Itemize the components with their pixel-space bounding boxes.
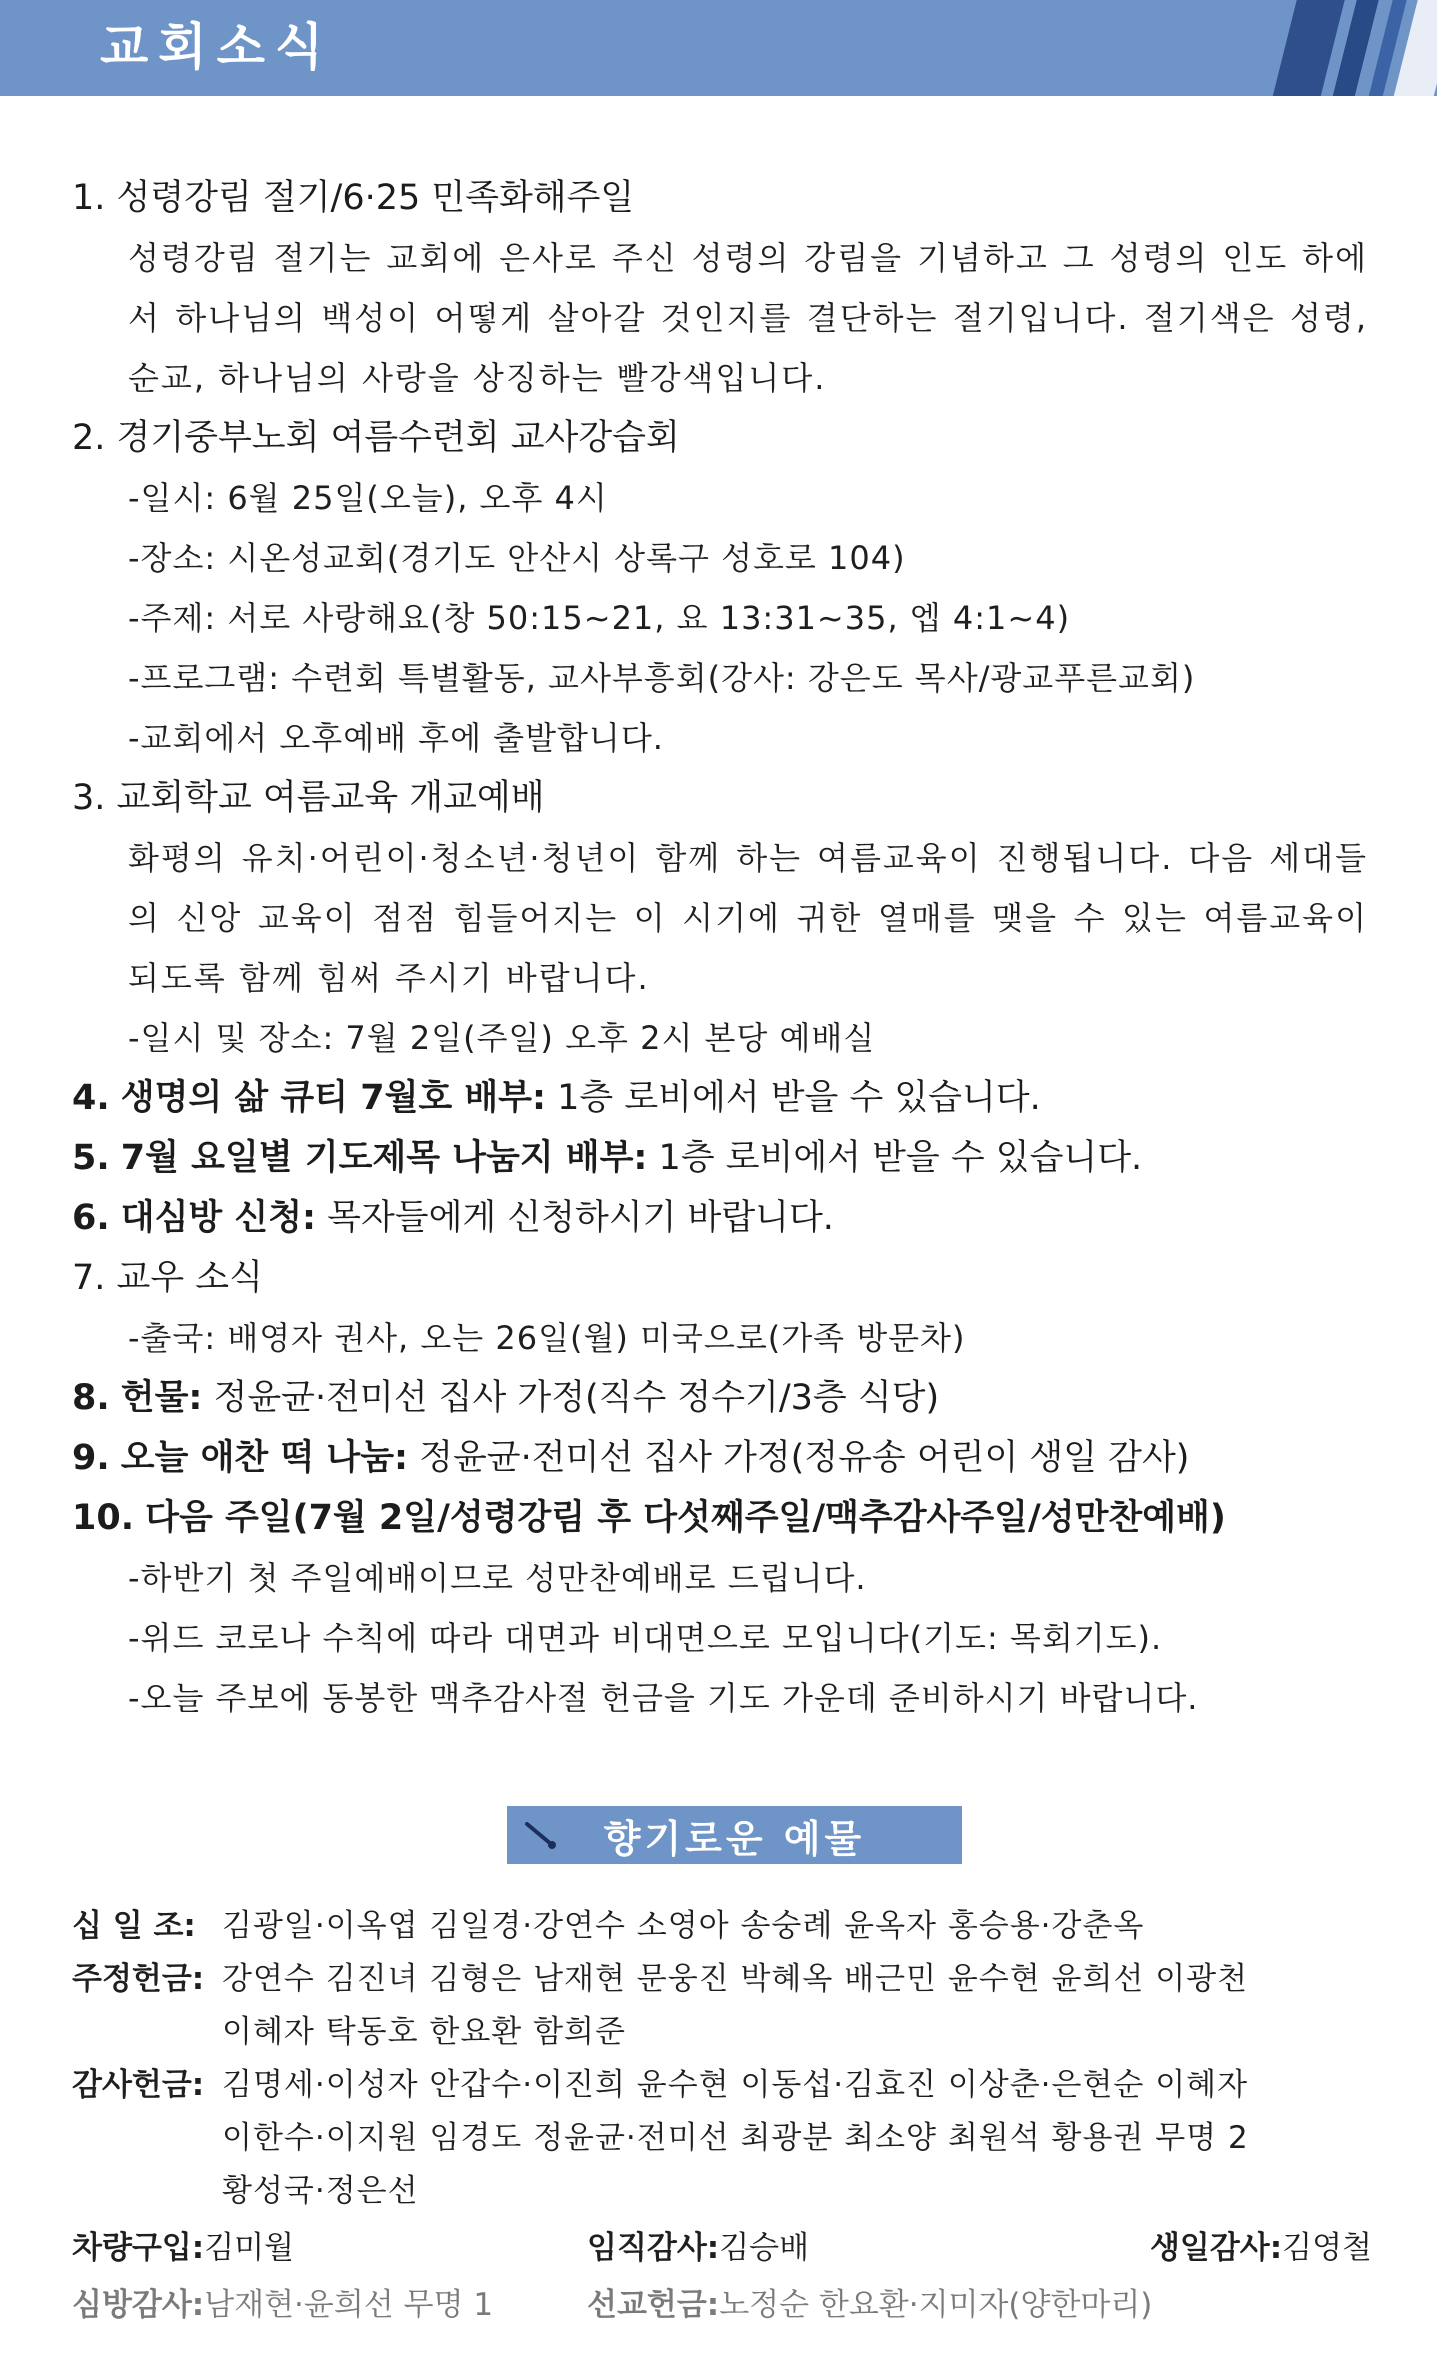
offering-label: 십 일 조: [72, 1908, 196, 1944]
offering-names: 남재현·윤희선 무명 1 [204, 2287, 494, 2323]
item-inline-text: 1층 로비에서 받을 수 있습니다. [546, 1078, 1041, 1118]
item-title-text: 헌물: [120, 1378, 203, 1418]
item-paragraph: 화평의 유치·어린이·청소년·청년이 함께 하는 여름교육이 진행됩니다. 다음 세대들의 신앙 교육이 점점 힘들어지는 이 시기에 귀한 열매를 맺을 수 있는 여름교육이 되도록 함께 힘써 주시기 바랍니다. [128, 839, 1368, 997]
offering-label: 심방감사: [72, 2287, 205, 2323]
offering-cell [1107, 2222, 1372, 2275]
news-item-title [72, 1128, 1372, 1188]
news-item [72, 768, 1372, 1068]
offerings-banner [507, 1806, 962, 1864]
pin-icon [521, 1816, 561, 1856]
offering-label: 생일감사: [1149, 2230, 1283, 2266]
item-detail-line: -오늘 주보에 동봉한 맥추감사절 헌금을 기도 가운데 준비하시기 바랍니다. [128, 1679, 1199, 1717]
item-detail-line: -교회에서 오후예배 후에 출발합니다. [128, 719, 664, 757]
item-title-text: 교우 소식 [116, 1258, 263, 1298]
offering-label: 차량구입: [72, 2230, 205, 2266]
offering-label: 선교헌금: [587, 2287, 720, 2323]
offering-names-line: 김광일·이옥엽 김일경·강연수 소영아 송숭례 윤옥자 홍승용·강춘옥 [222, 1908, 1145, 1944]
item-title-text: 성령강림 절기/6·25 민족화해주일 [116, 178, 635, 218]
offering-names: 김미월 [204, 2230, 295, 2266]
item-detail-line: -장소: 시온성교회(경기도 안산시 상록구 성호로 104) [128, 539, 906, 577]
item-detail-line: -프로그램: 수련회 특별활동, 교사부흥회(강사: 강은도 목사/광교푸른교회) [128, 659, 1196, 697]
item-number: 6. [72, 1198, 110, 1238]
offering-row [72, 2059, 1372, 2218]
item-title-text: 오늘 애찬 떡 나눔: [120, 1438, 409, 1478]
offering-cell [587, 2279, 1152, 2332]
news-item-title [72, 168, 1372, 228]
news-item [72, 1248, 1372, 1368]
item-inline-text: 정윤균·전미선 집사 가정(직수 정수기/3층 식당) [202, 1378, 940, 1418]
offering-names-line: 황성국·정은선 [222, 2173, 419, 2209]
item-number: 8. [72, 1378, 110, 1418]
news-item-title [72, 1248, 1372, 1308]
offering-names [222, 2059, 1372, 2218]
news-item [72, 1488, 1372, 1728]
offering-label: 임직감사: [587, 2230, 720, 2266]
item-detail-line: -주제: 서로 사랑해요(창 50:15~21, 요 13:31~35, 엡 4:1~4) [128, 599, 1071, 637]
item-number: 1. [72, 178, 106, 218]
item-title-text: 생명의 삶 큐티 7월호 배부: [120, 1078, 546, 1118]
item-detail-line: -하반기 첫 주일예배이므로 성만찬예배로 드립니다. [128, 1559, 867, 1597]
item-number: 7. [72, 1258, 106, 1298]
news-item-title [72, 1428, 1372, 1488]
news-list [72, 168, 1372, 1728]
item-number: 9. [72, 1438, 110, 1478]
item-detail-line: -위드 코로나 수칙에 따라 대면과 비대면으로 모입니다(기도: 목회기도). [128, 1619, 1163, 1657]
item-paragraph: 성령강림 절기는 교회에 은사로 주신 성령의 강림을 기념하고 그 성령의 인도 하에서 하나님의 백성이 어떻게 살아갈 것인지를 결단하는 절기입니다. 절기색은 성령, 순교, 하나님의 사랑을 상징하는 빨강색입니다. [128, 239, 1368, 397]
offering-cell [72, 2279, 587, 2332]
news-item [72, 408, 1372, 768]
item-detail-line: -일시: 6월 25일(오늘), 오후 4시 [128, 479, 608, 517]
item-number: 4. [72, 1078, 110, 1118]
item-title-text: 경기중부노회 여름수련회 교사강습회 [116, 418, 680, 458]
news-item-title [72, 1368, 1372, 1428]
item-inline-text: 정윤균·전미선 집사 가정(정유송 어린이 생일 감사) [408, 1438, 1190, 1478]
offering-names-line: 이혜자 탁동호 한요환 함희준 [222, 2014, 626, 2050]
news-item-title [72, 768, 1372, 828]
item-title-text: 7월 요일별 기도제목 나눔지 배부: [120, 1138, 648, 1178]
offering-names: 김영철 [1282, 2230, 1372, 2266]
item-number: 2. [72, 418, 106, 458]
offerings-title: 향기로운 예물 [603, 1816, 866, 1861]
item-title-text: 교회학교 여름교육 개교예배 [116, 778, 545, 818]
section-title: 교회소식 [100, 18, 334, 76]
offering-trio-row [72, 2222, 1372, 2275]
offering-cell [587, 2222, 1107, 2275]
section-header [0, 0, 1437, 96]
offering-label: 주정헌금: [72, 1961, 205, 1997]
offering-names-line: 강연수 김진녀 김형은 남재현 문웅진 박혜옥 배근민 윤수현 윤희선 이광천 [222, 1961, 1249, 1997]
item-inline-text: 1층 로비에서 받을 수 있습니다. [647, 1138, 1143, 1178]
news-item-title [72, 1068, 1372, 1128]
news-item-title [72, 408, 1372, 468]
offering-names [222, 1900, 1372, 1953]
news-item [72, 1428, 1372, 1488]
offering-names [222, 1953, 1372, 2059]
news-item-title [72, 1488, 1372, 1548]
item-inline-text: 목자들에게 신청하시기 바랍니다. [316, 1198, 834, 1238]
offering-label: 감사헌금: [72, 2067, 205, 2103]
offering-names-line: 이한수·이지원 임경도 정윤균·전미선 최광분 최소양 최원석 황용권 무명 2 [222, 2120, 1249, 2156]
item-number: 10. [72, 1498, 135, 1538]
offering-row [72, 1900, 1372, 1953]
item-detail-line: -출국: 배영자 권사, 오는 26일(월) 미국으로(가족 방문차) [128, 1319, 966, 1357]
offering-row [72, 1953, 1372, 2059]
item-number: 5. [72, 1138, 110, 1178]
offering-cell [72, 2222, 587, 2275]
news-item [72, 168, 1372, 408]
offering-names: 김승배 [719, 2230, 810, 2266]
offering-names-line: 김명세·이성자 안갑수·이진희 윤수현 이동섭·김효진 이상춘·은현순 이혜자 [222, 2067, 1249, 2103]
news-item [72, 1128, 1372, 1188]
item-number: 3. [72, 778, 106, 818]
item-detail-line: -일시 및 장소: 7월 2일(주일) 오후 2시 본당 예배실 [128, 1019, 876, 1057]
news-item [72, 1068, 1372, 1128]
offering-names: 노정순 한요환·지미자(양한마리) [719, 2287, 1153, 2323]
news-item [72, 1368, 1372, 1428]
news-item [72, 1188, 1372, 1248]
offerings-list [72, 1900, 1372, 2332]
item-title-text: 다음 주일(7월 2일/성령강림 후 다섯째주일/맥추감사주일/성만찬예배) [145, 1498, 1226, 1538]
news-item-title [72, 1188, 1372, 1248]
offering-last-row [72, 2279, 1372, 2332]
item-title-text: 대심방 신청: [120, 1198, 317, 1238]
